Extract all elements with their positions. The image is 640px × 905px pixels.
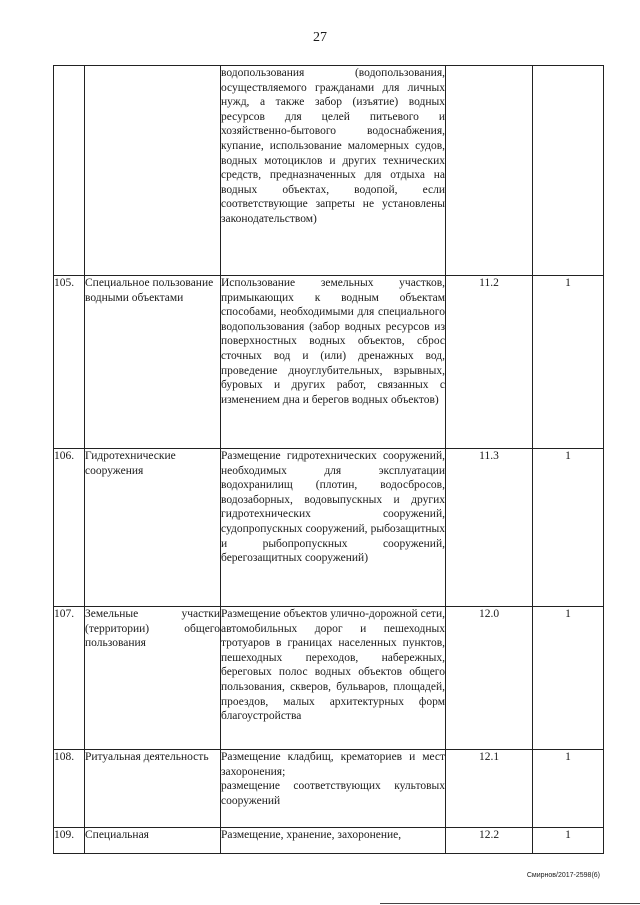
row-code: 11.2 — [446, 276, 533, 449]
row-number: 105. — [54, 276, 85, 449]
row-description: водопользования (водопользования, осуществляемого гражданами для личных нужд, а также забор (изъятие) водных ресурсов для целей питьевого и хозяйственно-бытового водоснабжения, купание, использование маломерных судов, водных мотоциклов и других технических средств, предназначенных для отдыха на водных объектах, водопой, если соответствующие запреты не установлены законодательством) — [221, 66, 446, 276]
row-code — [446, 66, 533, 276]
row-number: 106. — [54, 449, 85, 607]
table-row — [54, 449, 604, 607]
document-id: Смирнов/2017-2598(6) — [526, 872, 600, 879]
row-number: 108. — [54, 750, 85, 828]
row-number — [54, 66, 85, 276]
row-description-line: размещение соответствующих культовых сооружений — [221, 780, 445, 807]
row-count: 1 — [533, 449, 604, 607]
row-number: 107. — [54, 607, 85, 750]
row-count: 1 — [533, 750, 604, 828]
land-use-table — [53, 65, 604, 854]
row-name: Специальная — [85, 828, 221, 854]
table-row — [54, 276, 604, 449]
row-name — [85, 66, 221, 276]
page-number: 27 — [313, 30, 327, 45]
row-name: Ритуальная деятельность — [85, 750, 221, 828]
row-description: Использование земельных участков, примыкающих к водным объектам способами, необходимыми для специального водопользования (забор водных ресурсов из поверхностных водных объектов, сброс сточных вод и (или) дренажных вод, проведение дноуглубительных, взрывных, буровых и других работ, связанных с изменением дна и берегов водных объектов) — [221, 276, 446, 449]
table-row — [54, 750, 604, 828]
row-name: Специальное пользование водными объектами — [85, 276, 221, 449]
bottom-divider — [380, 903, 640, 904]
row-name: Гидротехнические сооружения — [85, 449, 221, 607]
row-number: 109. — [54, 828, 85, 854]
row-name-line: пользования — [85, 637, 146, 650]
row-count — [533, 66, 604, 276]
row-name-line: (территории) общего — [85, 622, 220, 635]
row-name — [85, 607, 221, 750]
table-row — [54, 828, 604, 854]
row-description: Размещение объектов улично-дорожной сети, автомобильных дорог и пешеходных тротуаров в границах населенных пунктов, пешеходных переходов, набережных, береговых полос водных объектов общего пользования, скверов, бульваров, площадей, проездов, малых архитектурных форм благоустройства — [221, 607, 446, 750]
row-code: 12.1 — [446, 750, 533, 828]
table-row — [54, 607, 604, 750]
row-count: 1 — [533, 828, 604, 854]
row-code: 12.2 — [446, 828, 533, 854]
row-count: 1 — [533, 276, 604, 449]
row-code: 11.3 — [446, 449, 533, 607]
row-name-line: Земельные участки — [85, 608, 220, 620]
row-description-line: Размещение кладбищ, крематориев и мест захоронения; — [221, 751, 445, 778]
row-description — [221, 750, 446, 828]
table-row — [54, 66, 604, 276]
row-description: Размещение, хранение, захоронение, — [221, 828, 446, 854]
row-description: Размещение гидротехнических сооружений, необходимых для эксплуатации водохранилищ (плотин, водосбросов, водозаборных, водовыпускных и других гидротехнических сооружений, судопропускных сооружений, рыбозащитных и рыбопропускных сооружений, берегозащитных сооружений) — [221, 449, 446, 607]
row-count: 1 — [533, 607, 604, 750]
row-code: 12.0 — [446, 607, 533, 750]
